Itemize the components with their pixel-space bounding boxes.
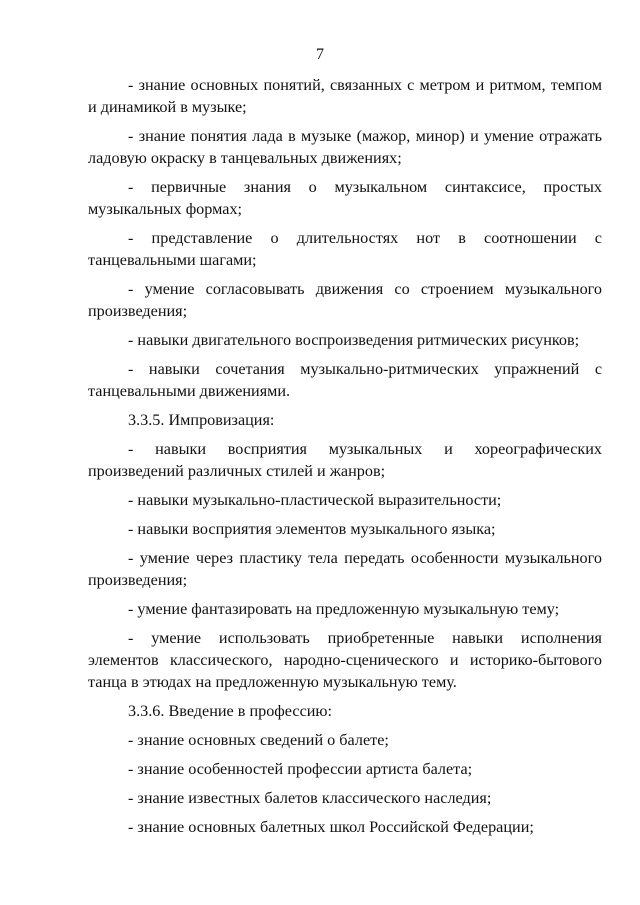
document-body [88,74,602,845]
list-item: - знание основных балетных школ Российской Федерации; [128,818,534,836]
section-heading: 3.3.5. Импровизация: [128,411,275,429]
page-number: 7 [316,46,324,63]
list-item: - навыки восприятия элементов музыкального языка; [128,520,496,538]
list-item: - умение использовать приобретенные навыки исполнения элементов классического, народно-сценического и историко-бытового танца в этюдах на предложенную музыкальную тему. [88,629,602,691]
list-item: - знание основных понятий, связанных с метром и ритмом, темпом и динамикой в музыке; [88,76,602,116]
list-item: - знание основных сведений о балете; [128,731,389,749]
list-item: - умение фантазировать на предложенную музыкальную тему; [128,600,560,618]
list-item: - представление о длительностях нот в соотношении с танцевальными шагами; [88,229,602,269]
section-heading: 3.3.6. Введение в профессию: [128,702,333,720]
list-item: - знание особенностей профессии артиста балета; [128,760,473,778]
list-item: - навыки двигательного воспроизведения ритмических рисунков; [128,331,580,349]
list-item: - первичные знания о музыкальном синтаксисе, простых музыкальных формах; [88,178,602,218]
list-item: - умение через пластику тела передать особенности музыкального произведения; [88,549,602,589]
list-item: - навыки музыкально-пластической выразительности; [128,491,502,509]
list-item: - знание известных балетов классического наследия; [128,789,492,807]
list-item: - умение согласовывать движения со строением музыкального произведения; [88,280,602,320]
list-item: - навыки сочетания музыкально-ритмических упражнений с танцевальными движениями. [88,360,602,400]
list-item: - навыки восприятия музыкальных и хореографических произведений различных стилей и жанров; [88,440,602,480]
list-item: - знание понятия лада в музыке (мажор, минор) и умение отражать ладовую окраску в танцевальных движениях; [88,127,602,167]
